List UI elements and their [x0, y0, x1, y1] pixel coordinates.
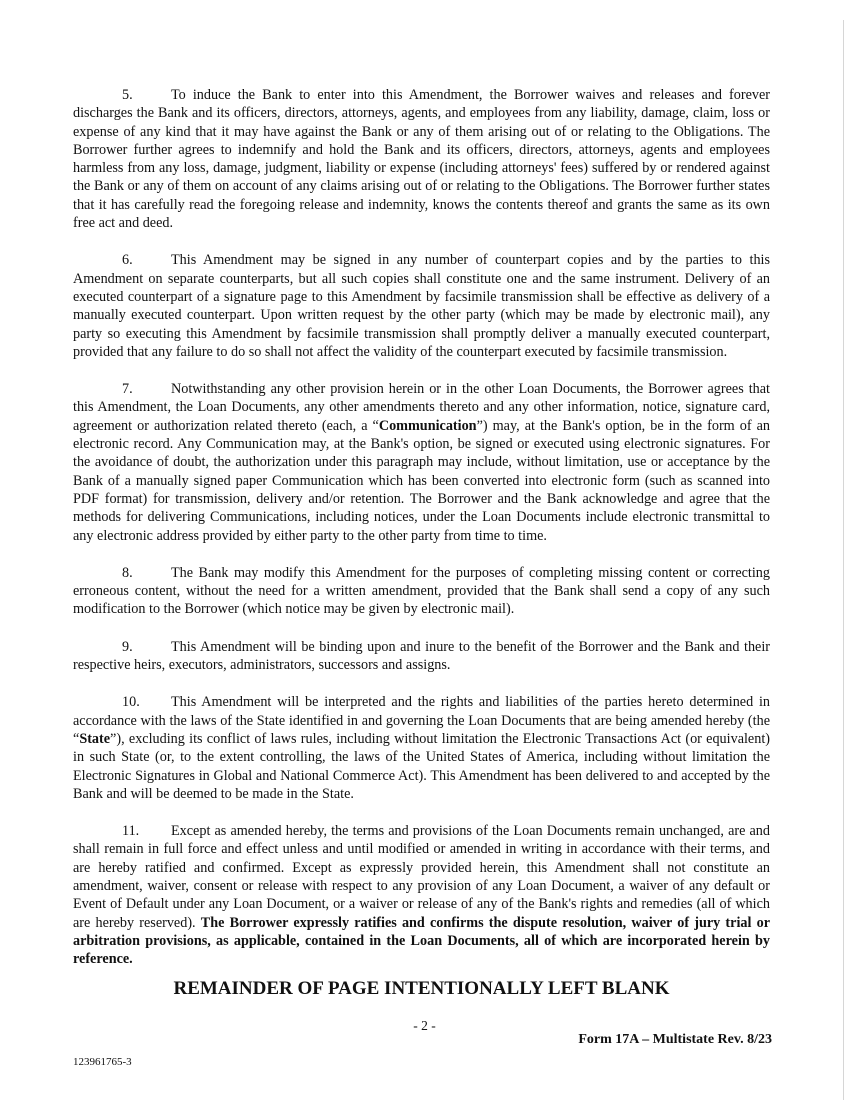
paragraph-number: 9.: [122, 638, 133, 655]
paragraph-text-continued: ”), excluding its conflict of laws rules, including without limitation the Electronic Transactions Act (or equivalent) in such State (or, to the extent controlling, the laws of the United States of America, including without limitation the Electronic Signatures in Global and National Commerce Act). This Amendment has been delivered to and accepted by the Bank and will be deemed to be made in the State.: [73, 730, 770, 802]
form-identifier: Form 17A – Multistate Rev. 8/23: [578, 1032, 772, 1047]
paragraph-text: This Amendment may be signed in any number of counterpart copies and by the parties to this Amendment on separate counterparts, but all such copies shall constitute one and the same instrument. Delivery of an executed counterpart of a signature page to this Amendment by facsimile transmission shall be effective as delivery of a manually executed counterpart. Upon written request by the other party (which may be made by electronic mail), any party so executing this Amendment by facsimile transmission shall promptly deliver a manually executed counterpart, provided that any failure to do so shall not affect the validity of the counterpart executed by facsimile transmission.: [73, 252, 770, 360]
paragraph-9: [73, 638, 770, 675]
paragraph-7: [73, 380, 770, 545]
paragraph-number: 10.: [122, 694, 140, 711]
paragraph-number: 5.: [122, 87, 133, 103]
paragraph-6: [73, 251, 770, 361]
paragraph-10: [73, 693, 770, 803]
page-edge-line: [843, 20, 844, 1100]
paragraph-8: [73, 564, 770, 619]
paragraph-text: This Amendment will be interpreted and the rights and liabilities of the parties hereto determined in accordance with the laws of the State identified in and governing the Loan Documents that are being amended hereby (the “: [73, 694, 770, 747]
paragraph-number: 8.: [122, 564, 133, 581]
paragraph-number: 7.: [122, 381, 133, 398]
paragraph-number: 6.: [122, 252, 133, 269]
paragraph-text: Notwithstanding any other provision herein or in the other Loan Documents, the Borrower agrees that this Amendment, the Loan Documents, any other amendments thereto and any other information, notice, signature card, agreement or authorization related thereto (each, a “: [73, 381, 770, 434]
page-number: - 2 -: [413, 1018, 436, 1033]
paragraph-5: [73, 86, 770, 232]
paragraph-number: 11.: [122, 823, 140, 840]
blank-page-notice: REMAINDER OF PAGE INTENTIONALLY LEFT BLANK: [173, 978, 670, 999]
paragraph-11: [73, 822, 770, 968]
defined-term-communication: Communication: [378, 417, 477, 434]
paragraph-text: The Bank may modify this Amendment for the purposes of completing missing content or correcting erroneous content, without the need for a written amendment, provided that the Bank shall send a copy of any such modification to the Borrower (which notice may be given by electronic mail).: [73, 564, 770, 618]
document-body: [73, 86, 770, 987]
paragraph-text-continued: ”) may, at the Bank's option, be in the form of an electronic record. Any Communication may, at the Bank's option, be signed or executed using electronic signatures. For the avoidance of doubt, the authorization under this paragraph may include, without limitation, use or acceptance by the Bank of a manually signed paper Communication which has been converted into electronic form (such as scanned into PDF format) for transmission, delivery and/or retention. The Borrower and the Bank acknowledge and agree that the methods for delivering Communications, including notices, under the Loan Documents include electronic transmittal to any electronic address provided by either party to the other party from time to time.: [73, 417, 770, 544]
defined-term-state: State: [79, 730, 111, 747]
paragraph-text: To induce the Bank to enter into this Amendment, the Borrower waives and releases and forever discharges the Bank and its officers, directors, attorneys, agents, and employees from any liability, damage, claim, loss or expense of any kind that it may have against the Bank or any of them arising out of or relating to the Obligations. The Borrower further agrees to indemnify and hold the Bank and its officers, directors, attorneys, agents and employees harmless from any loss, damage, judgment, liability or expense (including attorneys' fees) suffered by or rendered against the Bank or any of them on account of any claims arising out of or relating to the Obligations. The Borrower further states that it has carefully read the foregoing release and indemnity, knows the contents thereof and grants the same as its own free act and deed.: [73, 87, 770, 232]
paragraph-text: This Amendment will be binding upon and inure to the benefit of the Borrower and the Bank and their respective heirs, executors, administrators, successors and assigns.: [73, 638, 770, 674]
paragraph-text: Except as amended hereby, the terms and provisions of the Loan Documents remain unchanged, are and shall remain in full force and effect unless and until modified or amended in writing in accordance with their terms, and are hereby ratified and confirmed. Except as expressly provided herein, this Amendment shall not constitute an amendment, waiver, consent or release with respect to any provision of any Loan Document, a waiver of any default or Event of Default under any Loan Document, or a waiver or release of any of the Bank's rights and remedies (all of which are hereby reserved).: [73, 823, 770, 931]
ratification-clause: The Borrower expressly ratifies and confirms the dispute resolution, waiver of jury trial or arbitration provisions, as applicable, contained in the Loan Documents, all of which are incorporated herein by reference.: [73, 914, 770, 968]
document-id: 123961765-3: [73, 1056, 132, 1068]
